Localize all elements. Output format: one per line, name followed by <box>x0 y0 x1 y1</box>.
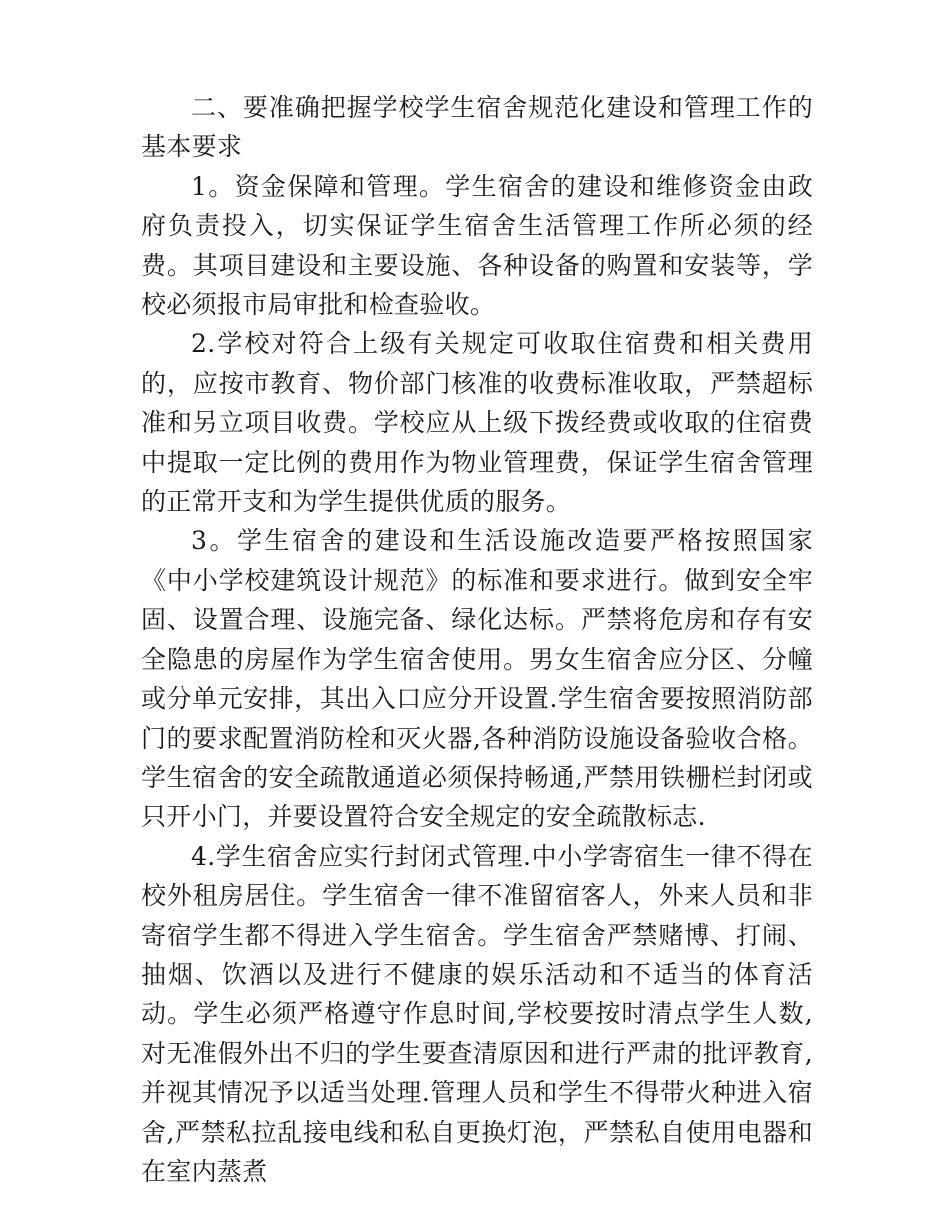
paragraph-construction: 3。学生宿舍的建设和生活设施改造要严格按照国家《中小学校建筑设计规范》的标准和要求进行。做到安全牢固、设置合理、设施完备、绿化达标。严禁将危房和存有安全隐患的房屋作为学生宿舍使用。男女生宿舍应分区、分幢或分单元安排，其出入口应分开设置.学生宿舍要按照消防部门的要求配置消防栓和灭火器,各种消防设施设备验收合格。学生宿舍的安全疏散通道必须保持畅通,严禁用铁栅栏封闭或只开小门，并要设置符合安全规定的安全疏散标志. <box>141 526 813 832</box>
paragraph-funding: 1。资金保障和管理。学生宿舍的建设和维修资金由政府负责投入，切实保证学生宿舍生活管理工作所必须的经费。其项目建设和主要设施、各种设备的购置和安装等，学校必须报市局审批和检查验收。 <box>141 171 813 320</box>
paragraph-closed-management: 4.学生宿舍应实行封闭式管理.中小学寄宿生一律不得在校外租房居住。学生宿舍一律不准留宿客人，外来人员和非寄宿学生都不得进入学生宿舍。学生宿舍严禁赌博、打闹、抽烟、饮酒以及进行不健康的娱乐活动和不适当的体育活动。学生必须严格遵守作息时间,学校要按时清点学生人数,对无准假外出不归的学生要查清原因和进行严肃的批评教育,并视其情况予以适当处理.管理人员和学生不得带火种进入宿舍,严禁私拉乱接电线和私自更换灯泡，严禁私自使用电器和在室内蒸煮 <box>141 841 813 1186</box>
section-heading: 二、要准确把握学校学生宿舍规范化建设和管理工作的基本要求 <box>141 93 813 162</box>
paragraph-fees: 2.学校对符合上级有关规定可收取住宿费和相关费用的，应按市教育、物价部门核准的收费标准收取，严禁超标准和另立项目收费。学校应从上级下拨经费或收取的住宿费中提取一定比例的费用作为物业管理费，保证学生宿舍管理的正常开支和为学生提供优质的服务。 <box>141 329 813 517</box>
document-body <box>141 88 813 1191</box>
